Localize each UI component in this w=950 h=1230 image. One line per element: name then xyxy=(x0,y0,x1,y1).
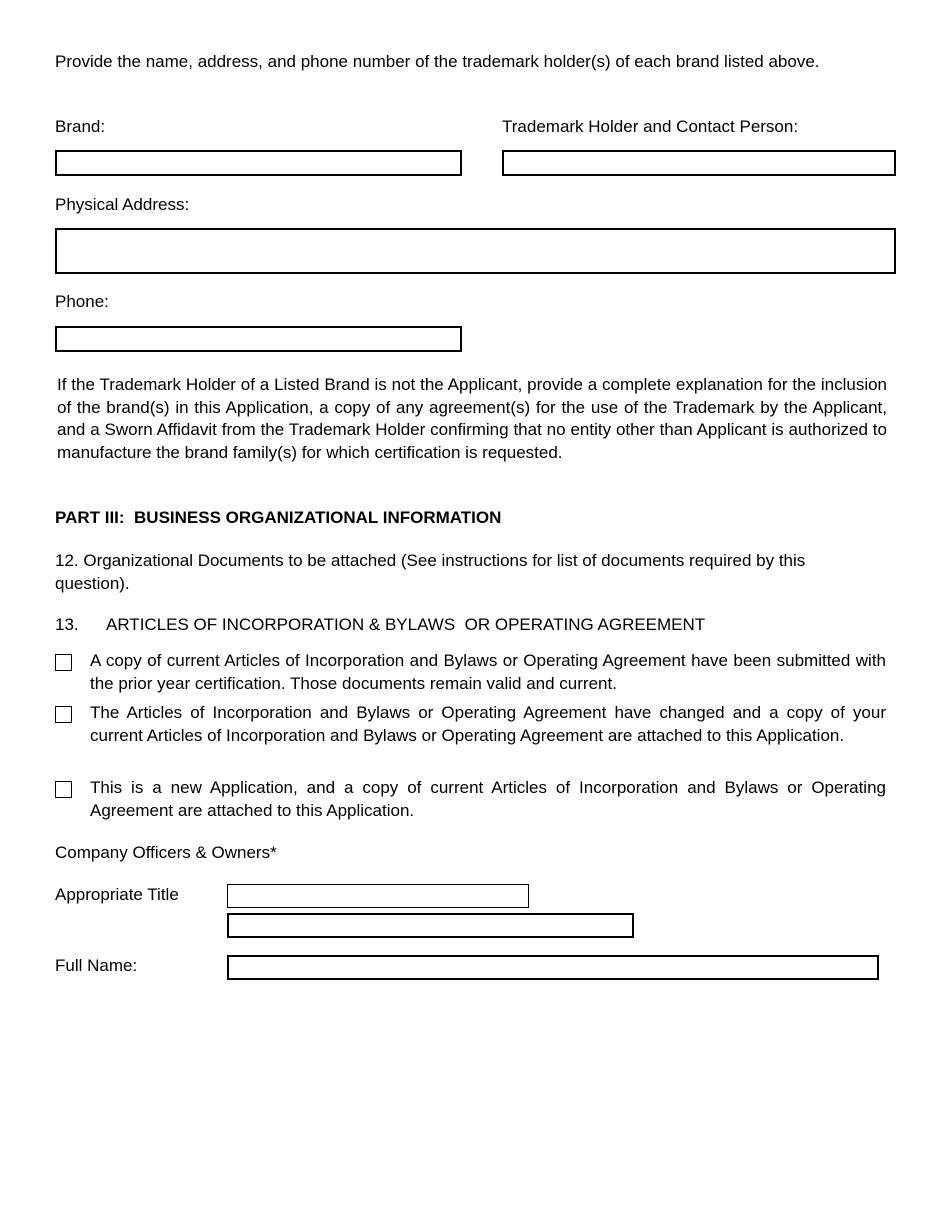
brand-field-box xyxy=(55,150,462,176)
intro-text: Provide the name, address, and phone number of the trademark holder(s) of each brand listed above. xyxy=(55,52,820,71)
option-prior-submitted-checkbox[interactable] xyxy=(55,654,72,671)
brand-label: Brand: xyxy=(55,117,106,136)
full-name-field-box xyxy=(227,955,879,980)
option-changed-documents-text: The Articles of Incorporation and Bylaws or Operating Agreement have changed and a copy of your current Articles of Incorporation and Bylaws or Operating Agreement are attached to this Application. xyxy=(90,703,886,745)
option-changed-documents-checkbox[interactable] xyxy=(55,706,72,723)
company-officers-heading: Company Officers & Owners* xyxy=(55,843,277,862)
question-13-number: 13. xyxy=(55,615,79,634)
appropriate-title-field-box-2 xyxy=(227,913,634,938)
full-name-label: Full Name: xyxy=(55,956,138,975)
question-13-title: ARTICLES OF INCORPORATION & BYLAWS OR OPERATING AGREEMENT xyxy=(106,615,706,634)
physical-address-field-box xyxy=(55,228,896,274)
appropriate-title-label: Appropriate Title xyxy=(55,885,179,904)
part3-heading: PART III: BUSINESS ORGANIZATIONAL INFORMATION xyxy=(55,508,502,527)
appropriate-title-input-2[interactable] xyxy=(229,915,632,936)
physical-address-input[interactable] xyxy=(57,230,894,272)
phone-field-box xyxy=(55,326,462,352)
brand-input[interactable] xyxy=(57,152,460,174)
trademark-holder-field-box xyxy=(502,150,896,176)
trademark-holder-input[interactable] xyxy=(504,152,894,174)
trademark-holder-label: Trademark Holder and Contact Person: xyxy=(502,117,799,136)
appropriate-title-input[interactable] xyxy=(228,885,528,907)
full-name-input[interactable] xyxy=(229,957,877,978)
option-prior-submitted-text: A copy of current Articles of Incorporation and Bylaws or Operating Agreement have been submitted with the prior year certification. Those documents remain valid and current. xyxy=(90,651,886,693)
appropriate-title-field-box xyxy=(227,884,529,908)
option-new-application-checkbox[interactable] xyxy=(55,781,72,798)
phone-input[interactable] xyxy=(57,328,460,350)
trademark-explanation-text: If the Trademark Holder of a Listed Brand is not the Applicant, provide a complete explanation for the inclusion of the brand(s) in this Application, a copy of any agreement(s) for the use of the Trademark by the Applicant, and a Sworn Affidavit from the Trademark Holder confirming that no entity other than Applicant is authorized to manufacture the brand family(s) for which certification is requested. xyxy=(57,375,887,462)
phone-label: Phone: xyxy=(55,292,109,311)
physical-address-label: Physical Address: xyxy=(55,195,190,214)
option-new-application-text: This is a new Application, and a copy of current Articles of Incorporation and Bylaws or Operating Agreement are attached to this Application. xyxy=(90,778,886,820)
question-12-text: 12. Organizational Documents to be attached (See instructions for list of documents required by this question). xyxy=(55,551,806,593)
